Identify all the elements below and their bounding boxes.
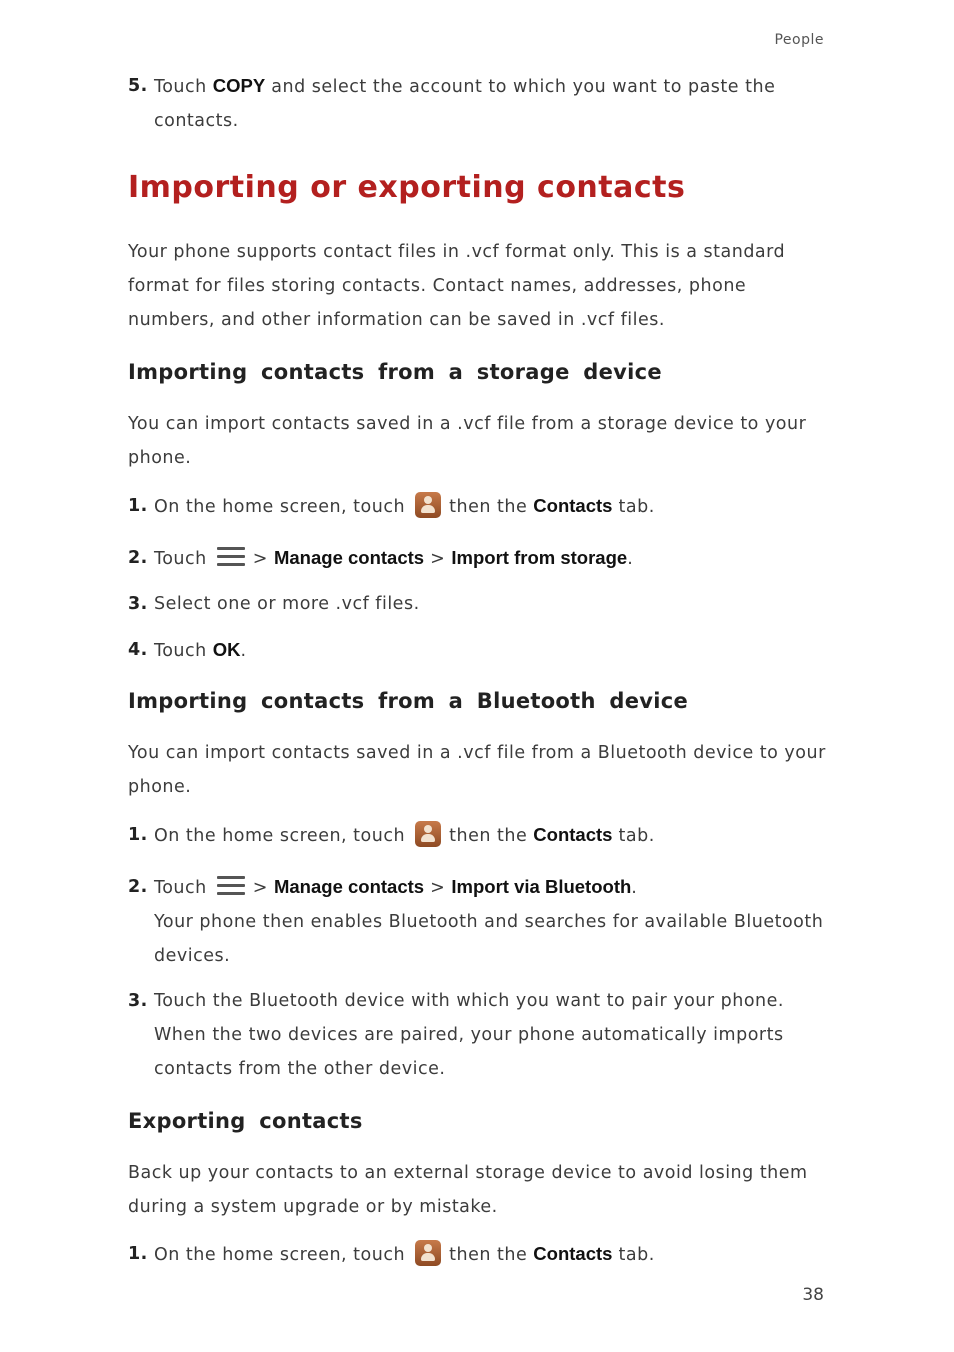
running-header: People <box>774 32 824 48</box>
export-description: Back up your contacts to an external storage device to avoid losing them during a system upgrade or by mistake. <box>128 1163 808 1217</box>
contacts-app-icon <box>415 492 441 518</box>
export-step-1: 1. On the home screen, touch then the Contacts tab. <box>128 1237 828 1272</box>
bluetooth-description: You can import contacts saved in a .vcf file from a Bluetooth device to your phone. <box>128 743 826 797</box>
bluetooth-step-3: 3. Touch the Bluetooth device with which you want to pair your phone. When the two devices are paired, your phone automatically imports contacts from the other device. <box>128 984 828 1086</box>
page-title: Importing or exporting contacts <box>128 170 686 205</box>
bluetooth-step-2: 2. Touch > Manage contacts > Import via Bluetooth. Your phone then enables Bluetooth and searches for available Bluetooth devices. <box>128 870 828 973</box>
bluetooth-step-3-note: When the two devices are paired, your phone automatically imports contacts from the other device. <box>154 1025 784 1079</box>
storage-step-1: 1. On the home screen, touch then the Contacts tab. <box>128 489 828 524</box>
step-5-copy: 5. Touch COPY and select the account to which you want to paste the contacts. <box>128 75 776 131</box>
storage-description: You can import contacts saved in a .vcf file from a storage device to your phone. <box>128 414 807 468</box>
storage-step-2: 2. Touch > Manage contacts > Import from storage. <box>128 547 634 569</box>
heading-export: Exporting contacts <box>128 1109 363 1133</box>
menu-icon <box>217 547 245 567</box>
contacts-app-icon <box>415 1240 441 1266</box>
storage-step-4: 4. Touch OK. <box>128 639 247 661</box>
heading-import-bluetooth: Importing contacts from a Bluetooth device <box>128 689 689 713</box>
storage-step-3: 3. Select one or more .vcf files. <box>128 594 420 614</box>
menu-icon <box>217 876 245 896</box>
bluetooth-step-2-note: Your phone then enables Bluetooth and searches for available Bluetooth devices. <box>154 912 824 966</box>
page-number: 38 <box>802 1285 824 1305</box>
heading-import-storage: Importing contacts from a storage device <box>128 360 662 384</box>
bluetooth-step-1: 1. On the home screen, touch then the Contacts tab. <box>128 818 828 853</box>
intro-paragraph: Your phone supports contact files in .vcf format only. This is a standard format for files storing contacts. Contact names, addresses, phone numbers, and other information can be saved in .vcf files. <box>128 242 786 330</box>
contacts-app-icon <box>415 821 441 847</box>
